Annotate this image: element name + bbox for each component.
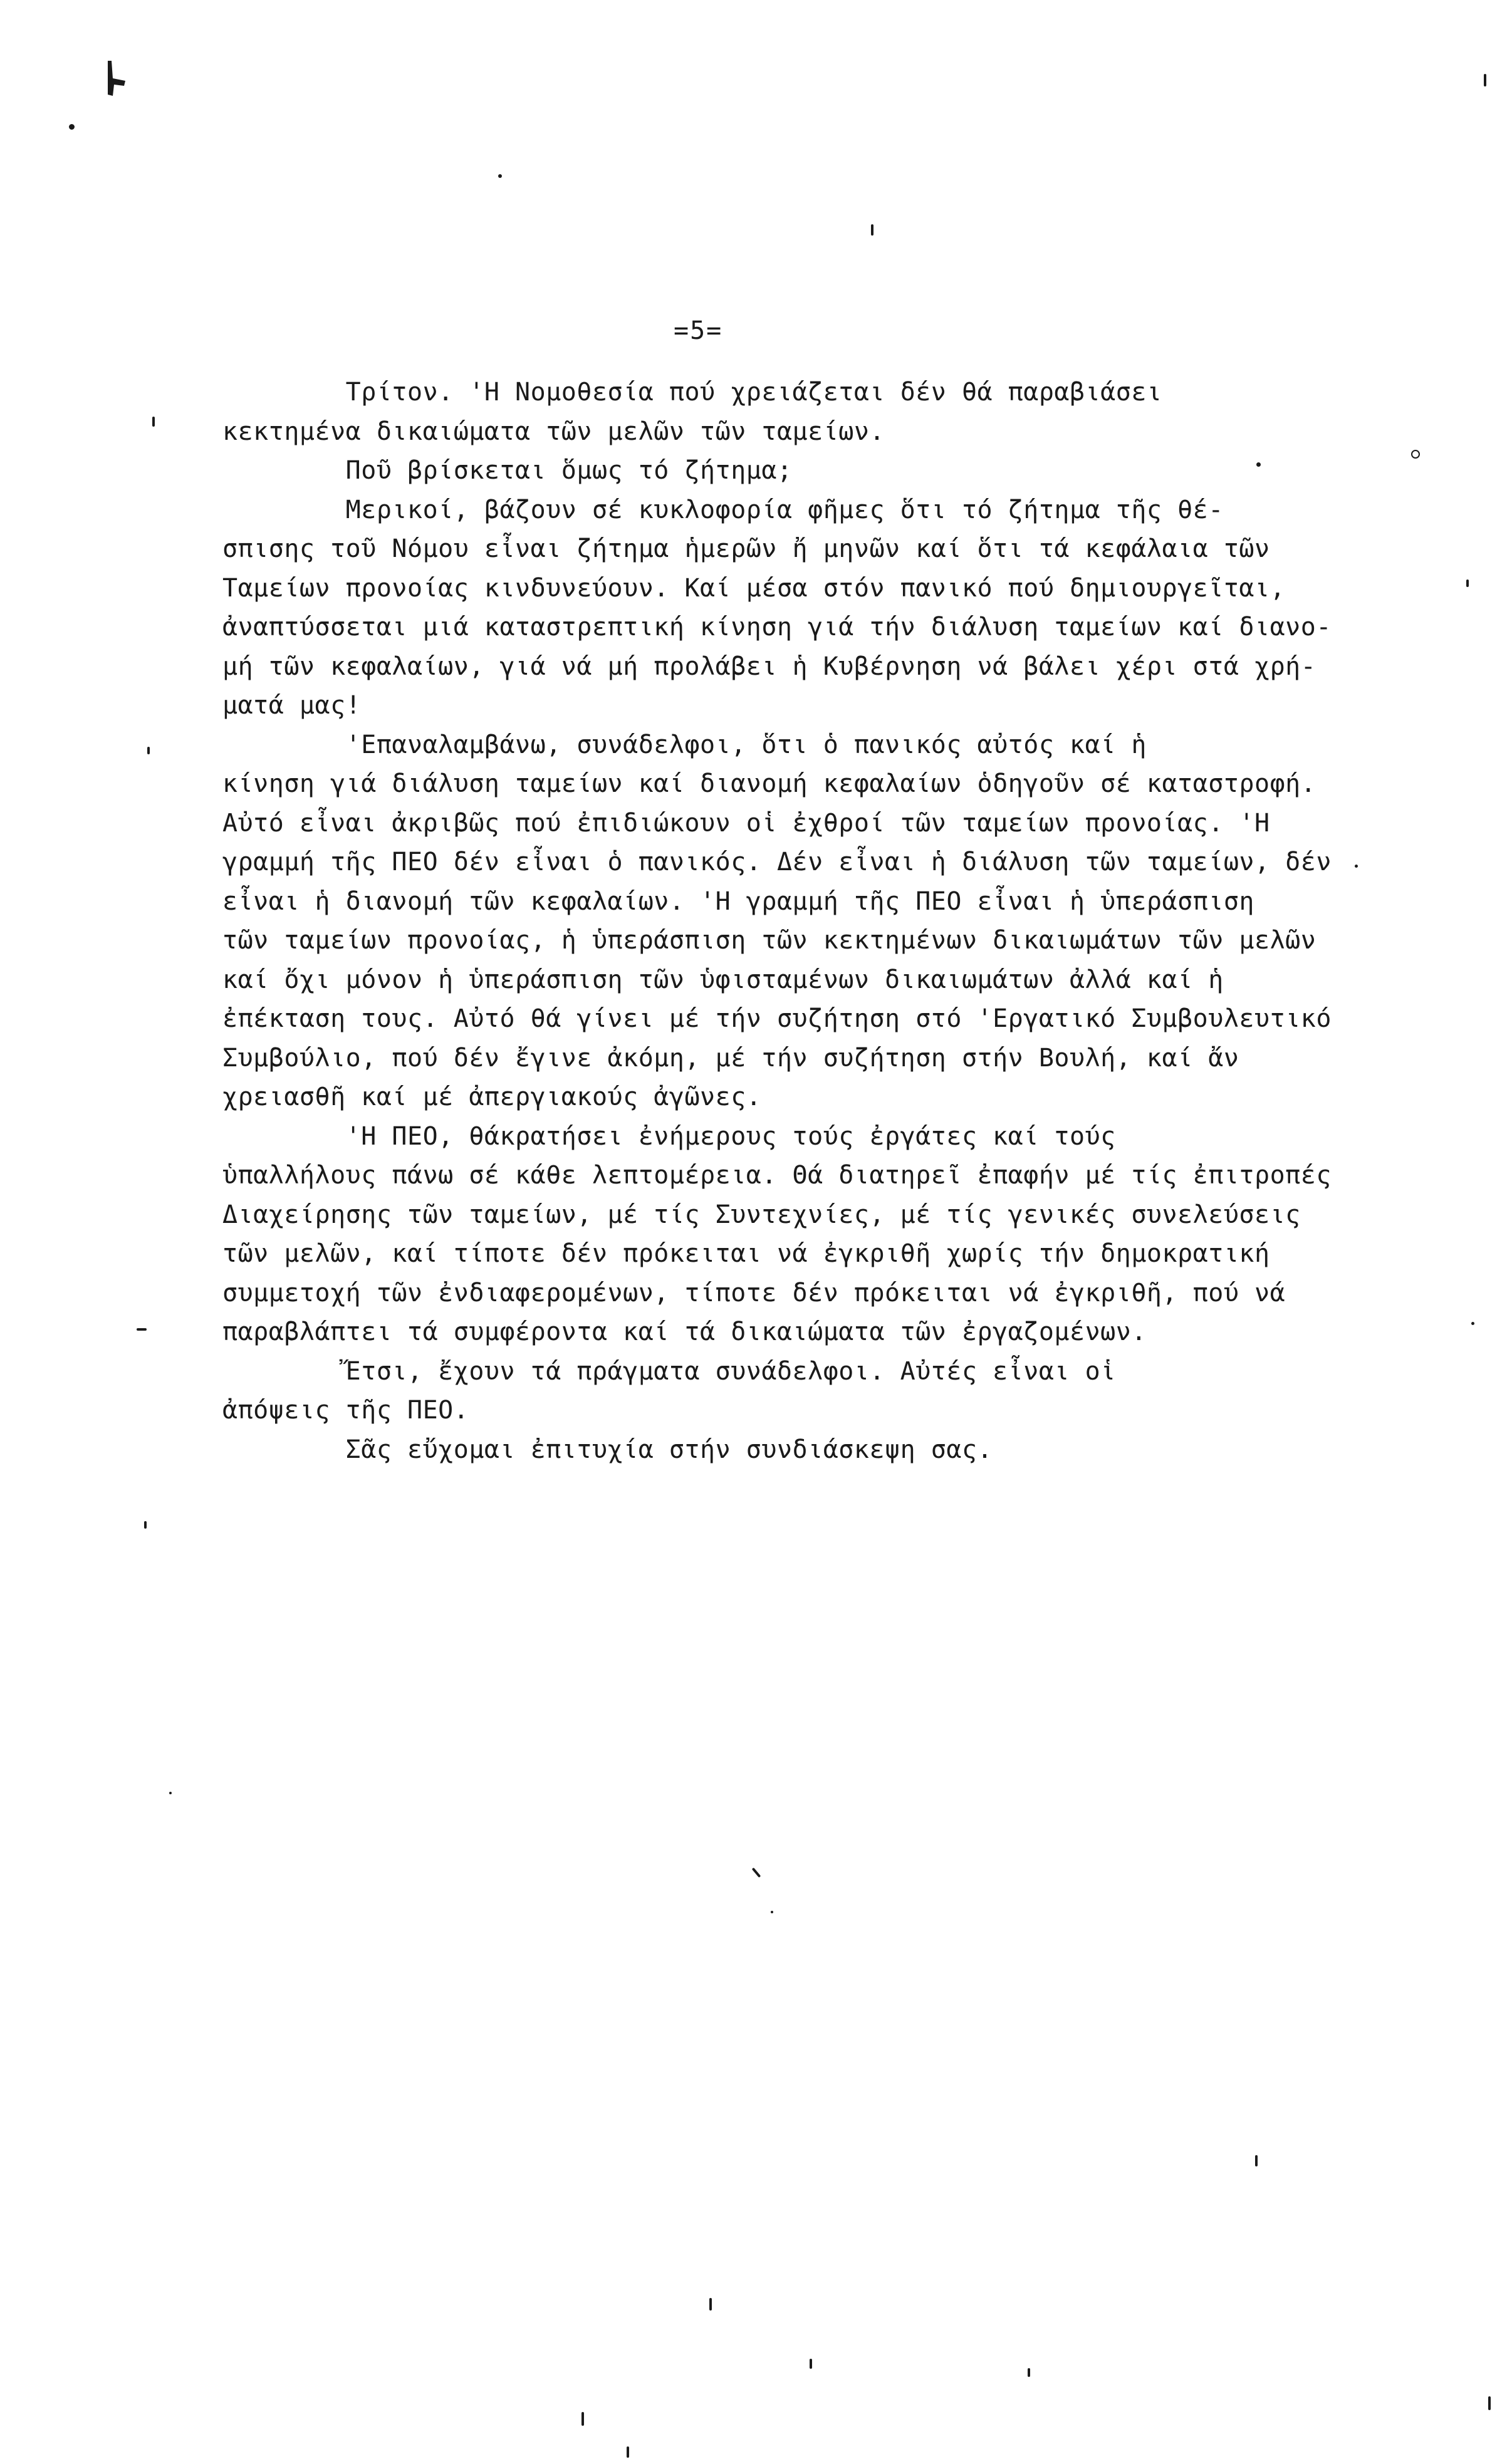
- speck: [581, 2412, 584, 2426]
- speck: [871, 224, 873, 236]
- speck: [144, 1521, 147, 1529]
- text-line: τῶν ταμείων προνοίας, ἡ ὑπεράσπιση τῶν κεκτημένων δικαιωμάτων τῶν μελῶν: [222, 926, 1316, 955]
- text-line: χρειασθῆ καί μέ ἀπεργιακούς ἀγῶνες.: [222, 1083, 762, 1111]
- document-body: [222, 373, 1344, 1469]
- speck: [1471, 1322, 1474, 1325]
- speck: [498, 174, 502, 178]
- page-number: =5=: [674, 316, 723, 345]
- text-line: ἐπέκταση τους. Αὐτό θά γίνει μέ τήν συζήτηση στό 'Εργατικό Συμβουλευτικό: [222, 1004, 1332, 1033]
- text-line: συμμετοχή τῶν ἐνδιαφερομένων, τίποτε δέν πρόκειται νά ἐγκριθῆ, πού νά: [222, 1278, 1286, 1307]
- speck: [169, 1792, 172, 1794]
- text-line: γραμμή τῆς ΠΕΟ δέν εἶναι ὁ πανικός. Δέν εἶναι ἡ διάλυση τῶν ταμείων, δέν: [222, 848, 1332, 876]
- text-line: κεκτημένα δικαιώματα τῶν μελῶν τῶν ταμείων.: [222, 417, 885, 446]
- speck: [1411, 450, 1420, 459]
- speck: [627, 2446, 629, 2458]
- speck: [152, 417, 155, 427]
- speck: [1484, 74, 1486, 86]
- speck: [752, 1868, 761, 1878]
- speck: [147, 747, 150, 754]
- text-line: Ποῦ βρίσκεται ὅμως τό ζήτημα;: [222, 456, 793, 485]
- speck: [709, 2298, 712, 2311]
- text-line: Αὐτό εἶναι ἀκριβῶς πού ἐπιδιώκουν οἱ ἐχθροί τῶν ταμείων προνοίας. 'Η: [222, 808, 1270, 838]
- speck: [1355, 865, 1358, 868]
- speck: [810, 2359, 812, 2369]
- text-line: Ἔτσι, ἔχουν τά πράγματα συνάδελφοι. Αὐτές εἶναι οἱ: [222, 1356, 1116, 1386]
- speck: [137, 1328, 147, 1331]
- text-line: ὑπαλλήλους πάνω σέ κάθε λεπτομέρεια. Θά διατηρεῖ ἐπαφήν μέ τίς ἐπιτροπές: [222, 1161, 1332, 1190]
- speck: [771, 1911, 773, 1913]
- text-line: 'Η ΠΕΟ, θάκρατήσει ἐνήμερους τούς ἐργάτες καί τούς: [222, 1121, 1116, 1151]
- speck: [1028, 2368, 1030, 2377]
- speck: [1255, 2155, 1258, 2166]
- text-line: καί ὄχι μόνον ἡ ὑπεράσπιση τῶν ὑφισταμένων δικαιωμάτων ἀλλά καί ἡ: [222, 965, 1224, 994]
- text-line: κίνηση γιά διάλυση ταμείων καί διανομή κεφαλαίων ὁδηγοῦν σέ καταστροφή.: [222, 769, 1316, 798]
- text-line: Σᾶς εὔχομαι ἐπιτυχία στήν συνδιάσκεψη σας.: [222, 1435, 993, 1464]
- text-line: Μερικοί, βάζουν σέ κυκλοφορία φῆμες ὅτι τό ζήτημα τῆς θέ-: [222, 495, 1224, 524]
- text-line: ἀπόψεις τῆς ΠΕΟ.: [222, 1396, 469, 1425]
- text-line: τῶν μελῶν, καί τίποτε δέν πρόκειται νά ἐγκριθῆ χωρίς τήν δημοκρατική: [222, 1239, 1270, 1268]
- text-line: 'Επαναλαμβάνω, συνάδελφοι, ὅτι ὁ πανικός αὐτός καί ἡ: [222, 730, 1147, 759]
- speck: [1466, 580, 1469, 587]
- text-line: ἀναπτύσσεται μιά καταστρεπτική κίνηση γιά τήν διάλυση ταμείων καί διανο-: [222, 613, 1332, 642]
- text-line: εἶναι ἡ διανομή τῶν κεφαλαίων. 'Η γραμμή τῆς ΠΕΟ εἶναι ἡ ὑπεράσπιση: [222, 886, 1254, 916]
- text-line: παραβλάπτει τά συμφέροντα καί τά δικαιώματα τῶν ἐργαζομένων.: [222, 1318, 1147, 1346]
- text-line: ματά μας!: [222, 691, 362, 720]
- text-line: σπισης τοῦ Νόμου εἶναι ζήτημα ἡμερῶν ἤ μηνῶν καί ὅτι τά κεφάλαια τῶν: [222, 534, 1270, 563]
- text-line: Διαχείρησης τῶν ταμείων, μέ τίς Συντεχνίες, μέ τίς γενικές συνελεύσεις: [222, 1200, 1301, 1229]
- text-line: μή τῶν κεφαλαίων, γιά νά μή προλάβει ἡ Κυβέρνηση νά βάλει χέρι στά χρή-: [222, 652, 1316, 681]
- speck: [69, 124, 75, 130]
- text-line: Ταμείων προνοίας κινδυνεύουν. Καί μέσα στόν πανικό πού δημιουργεῖται,: [222, 573, 1286, 603]
- ink-blot-mark: [100, 60, 128, 97]
- speck: [1488, 2396, 1491, 2410]
- text-line: Τρίτον. 'Η Νομοθεσία πού χρειάζεται δέν θά παραβιάσει: [222, 378, 1162, 407]
- text-line: Συμβούλιο, πού δέν ἔγινε ἀκόμη, μέ τήν συζήτηση στήν Βουλή, καί ἄν: [222, 1043, 1239, 1073]
